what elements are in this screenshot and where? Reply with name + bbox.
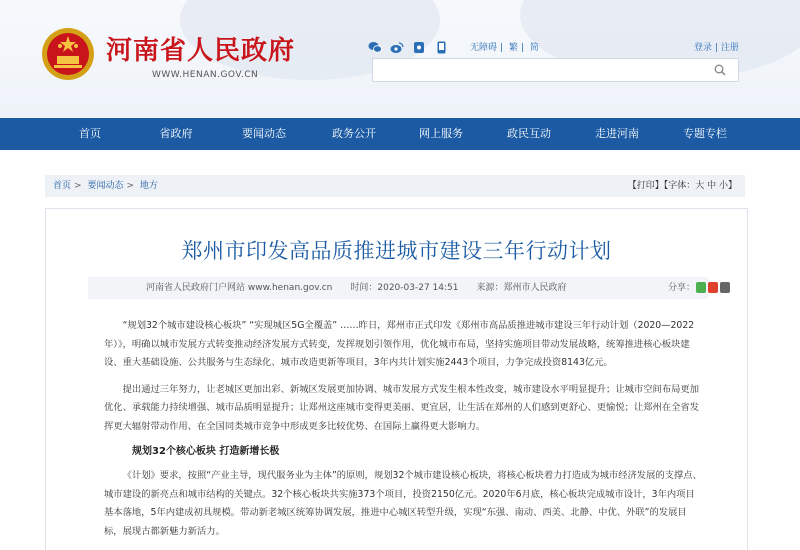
weibo-icon[interactable] <box>390 40 404 54</box>
nav-item-open-affairs[interactable]: 政务公开 <box>332 127 376 140</box>
breadcrumb-sub[interactable]: 地方 <box>139 181 158 191</box>
breadcrumb <box>45 175 745 197</box>
nav-item-topics[interactable]: 专题专栏 <box>683 127 727 140</box>
search-input[interactable] <box>373 61 693 83</box>
article-paragraph: 《计划》要求，按照“产业主导，现代服务业为主体”的原则，规划32个城市建设核心板块，将核心板块着力打造成为城市经济发展的支撑点、城市建设的新亮点和城市结构的关键点。32个核心板块共实施373个项目，投资2150亿元。2020年6月底，核心板块完成城市设计，3年内项目基本落地，5年内建成初具规模。带动新老城区统筹协调发展，推进中心城区转型升级，实现“东强、南动、西美、北静、中优、外联”的发展目标，展现古都新魅力新活力。 <box>104 470 702 537</box>
article-title: 郑州市印发高品质推进城市建设三年行动计划 <box>181 239 612 263</box>
social-links <box>368 40 448 54</box>
share-icons <box>696 282 730 293</box>
breadcrumb-section[interactable]: 要闻动态 <box>87 181 124 191</box>
account-links <box>694 40 739 53</box>
site-header <box>0 0 800 118</box>
nav-item-home[interactable]: 首页 <box>79 127 101 140</box>
traditional-chinese-link[interactable]: 繁 <box>508 43 518 53</box>
breadcrumb-separator: > <box>126 181 134 191</box>
weibo-share-icon[interactable] <box>708 282 718 293</box>
simplified-chinese-link[interactable]: 简 <box>529 43 539 53</box>
nav-item-henan[interactable]: 走进河南 <box>595 127 639 140</box>
divider: | <box>714 43 718 53</box>
breadcrumb-path <box>53 175 158 197</box>
nav-item-news[interactable]: 要闻动态 <box>242 127 286 140</box>
article-subheading: 规划32个核心板块 打造新增长极 <box>132 445 280 457</box>
article-paragraph: “规划32个城市建设核心板块” “实现城区5G全覆盖” ……昨日，郑州市正式印发《郑州市高品质推进城市建设三年行动计划（2020—2022年）》，明确以城市发展方式转变推动经济发展方式转变，发挥规划引领作用，优化城市布局，坚持实施项目带动发展战略，统筹推进核心板块建设、重大基础设施、公共服务与生态绿化、城市改造更新等项目，3年内共计划实施2443个项目，力争完成投资8143亿元。 <box>104 320 695 369</box>
search-box <box>372 58 739 82</box>
article-meta <box>88 277 708 299</box>
nav-item-interaction[interactable]: 政民互动 <box>507 127 551 140</box>
divider: | <box>520 43 524 53</box>
main-nav <box>0 118 800 150</box>
accessibility-links <box>470 40 542 53</box>
site-domain: WWW.HENAN.GOV.CN <box>152 70 259 80</box>
article-paragraph: 提出通过三年努力，让老城区更加出彩、新城区发展更加协调、城市发展方式发生根本性改变，城市建设水平明显提升；让城市空间布局更加优化、承载能力持续增强、城市品质明显提升；让郑州这座城市变得更美丽、更宜居，让生活在郑州的人们感到更舒心、更愉悦；让郑州在全省发挥更大辐射带动作用、在全国同类城市竞争中形成更多比较优势、在国际上赢得更大影响力。 <box>104 383 700 432</box>
accessibility-link[interactable]: 无障碍 <box>470 43 498 53</box>
article-source: 河南省人民政府门户网站 www.henan.gov.cn 时间：2020-03-27 14:51 来源：郑州市人民政府 <box>146 283 567 293</box>
register-link[interactable]: 注册 <box>720 43 739 53</box>
app-icon[interactable] <box>412 40 426 54</box>
article-card <box>45 208 748 550</box>
print-font-tools[interactable]: 【打印】【字体：大 中 小】 <box>627 181 737 191</box>
login-link[interactable]: 登录 <box>694 43 713 53</box>
more-share-icon[interactable] <box>720 282 730 293</box>
search-icon[interactable] <box>714 64 726 76</box>
article-body <box>104 317 704 543</box>
share-label: 分享： <box>668 283 696 293</box>
nav-item-government[interactable]: 省政府 <box>159 127 193 140</box>
nav-item-online-services[interactable]: 网上服务 <box>419 127 463 140</box>
wechat-share-icon[interactable] <box>696 282 706 293</box>
mobile-icon[interactable] <box>434 40 448 54</box>
breadcrumb-separator: > <box>74 181 82 191</box>
breadcrumb-home[interactable]: 首页 <box>53 181 72 191</box>
wechat-icon[interactable] <box>368 40 382 54</box>
divider: | <box>500 43 504 53</box>
site-title[interactable]: 河南省人民政府 <box>106 36 296 66</box>
national-emblem-icon[interactable] <box>40 26 96 82</box>
